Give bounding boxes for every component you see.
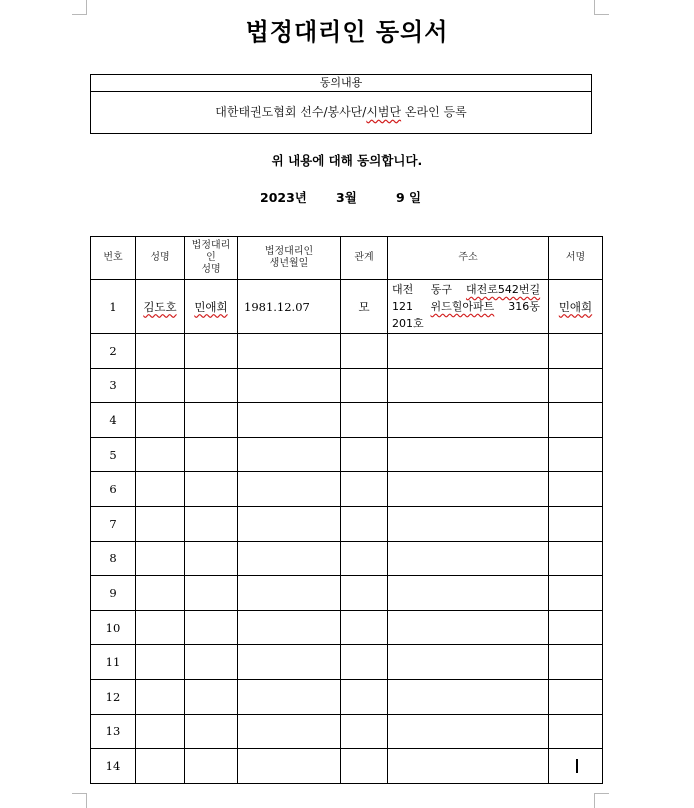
header-address: 주소	[388, 237, 549, 280]
student-name-cell[interactable]	[136, 368, 185, 403]
student-name-cell[interactable]	[136, 714, 185, 749]
relation-cell[interactable]	[341, 368, 388, 403]
row-number: 8	[91, 541, 136, 576]
guardian-birth-cell[interactable]	[238, 403, 341, 438]
student-name-cell[interactable]	[136, 576, 185, 611]
header-guardian-birth: 법정대리인 생년월일	[238, 237, 341, 280]
table-row	[91, 541, 603, 576]
table-row	[91, 506, 603, 541]
relation-cell[interactable]	[341, 472, 388, 507]
signature-cell[interactable]	[549, 541, 603, 576]
table-row	[91, 334, 603, 369]
row-number: 10	[91, 610, 136, 645]
row-number: 7	[91, 506, 136, 541]
student-name-cell[interactable]	[136, 610, 185, 645]
student-name-cell[interactable]	[136, 280, 185, 334]
address-cell[interactable]: 대전 동구 대전로542번길 121 위드힐아파트 316동 201호	[388, 280, 549, 334]
relation-cell[interactable]	[341, 437, 388, 472]
row-number: 5	[91, 437, 136, 472]
signature-cell[interactable]	[549, 645, 603, 680]
student-name-cell[interactable]	[136, 472, 185, 507]
table-row	[91, 403, 603, 438]
guardian-name-cell[interactable]	[185, 541, 238, 576]
signature-cell[interactable]	[549, 679, 603, 714]
guardian-birth-cell[interactable]	[238, 714, 341, 749]
guardian-birth-cell[interactable]	[238, 437, 341, 472]
student-name-cell[interactable]	[136, 541, 185, 576]
address-cell[interactable]	[388, 714, 549, 749]
student-name-cell[interactable]	[136, 679, 185, 714]
date-day[interactable]: 9 일	[396, 190, 422, 205]
guardian-birth-cell[interactable]	[238, 541, 341, 576]
guardian-name-cell[interactable]	[185, 403, 238, 438]
address-cell[interactable]	[388, 472, 549, 507]
guardian-name-cell[interactable]	[185, 334, 238, 369]
relation-cell[interactable]	[341, 714, 388, 749]
guardian-birth-cell[interactable]	[238, 506, 341, 541]
relation-cell[interactable]	[341, 403, 388, 438]
guardian-name-cell[interactable]	[185, 714, 238, 749]
page-corner-mark	[594, 793, 609, 808]
guardian-table	[90, 236, 603, 784]
guardian-birth-cell[interactable]	[238, 368, 341, 403]
date-month[interactable]: 3월	[336, 190, 357, 205]
student-name-cell[interactable]	[136, 403, 185, 438]
address-cell[interactable]	[388, 403, 549, 438]
student-name-cell[interactable]	[136, 645, 185, 680]
relation-cell[interactable]	[341, 679, 388, 714]
table-row	[91, 368, 603, 403]
guardian-name-cell[interactable]	[185, 437, 238, 472]
address-cell[interactable]	[388, 437, 549, 472]
guardian-name-cell[interactable]	[185, 679, 238, 714]
guardian-name-cell[interactable]	[185, 610, 238, 645]
table-row	[91, 645, 603, 680]
page-corner-mark	[72, 793, 87, 808]
student-name-cell[interactable]	[136, 437, 185, 472]
header-name: 성명	[136, 237, 185, 280]
table-row	[91, 472, 603, 507]
student-name-cell[interactable]	[136, 334, 185, 369]
guardian-birth-cell[interactable]	[238, 645, 341, 680]
relation-cell[interactable]	[341, 506, 388, 541]
header-relation: 관계	[341, 237, 388, 280]
address-cell[interactable]	[388, 749, 549, 784]
address-cell[interactable]	[388, 334, 549, 369]
guardian-birth-cell[interactable]	[238, 749, 341, 784]
address-cell[interactable]	[388, 610, 549, 645]
signature-cell[interactable]	[549, 472, 603, 507]
signature-cell[interactable]	[549, 576, 603, 611]
signature-cell[interactable]	[549, 610, 603, 645]
guardian-birth-cell[interactable]: 1981.12.07	[238, 280, 341, 334]
date-year[interactable]: 2023년	[260, 190, 307, 205]
relation-cell[interactable]	[341, 610, 388, 645]
student-name-cell[interactable]	[136, 749, 185, 784]
guardian-birth-cell[interactable]	[238, 334, 341, 369]
guardian-name-cell[interactable]	[185, 576, 238, 611]
table-header-row	[91, 237, 603, 280]
signature-cell[interactable]	[549, 368, 603, 403]
header-signature: 서명	[549, 237, 603, 280]
guardian-name-cell[interactable]	[185, 506, 238, 541]
row-number: 11	[91, 645, 136, 680]
table-row	[91, 280, 603, 334]
address-cell[interactable]	[388, 679, 549, 714]
guardian-name-cell[interactable]	[185, 472, 238, 507]
student-name: 김도호	[143, 299, 177, 314]
signature-cell[interactable]	[549, 334, 603, 369]
address-cell[interactable]	[388, 645, 549, 680]
table-row	[91, 749, 603, 784]
row-number: 6	[91, 472, 136, 507]
relation-cell[interactable]	[341, 749, 388, 784]
row-number: 2	[91, 334, 136, 369]
guardian-birth-cell[interactable]	[238, 610, 341, 645]
text-cursor	[576, 759, 578, 773]
row-number: 12	[91, 679, 136, 714]
address-cell[interactable]	[388, 576, 549, 611]
address-cell[interactable]	[388, 506, 549, 541]
signature-cell[interactable]	[549, 749, 603, 784]
relation-cell[interactable]	[341, 334, 388, 369]
relation-cell[interactable]	[341, 645, 388, 680]
guardian-birth-cell[interactable]	[238, 472, 341, 507]
address-cell[interactable]	[388, 541, 549, 576]
guardian-name-cell[interactable]	[185, 368, 238, 403]
relation-cell[interactable]	[341, 541, 388, 576]
row-number: 3	[91, 368, 136, 403]
row-number: 14	[91, 749, 136, 784]
address-cell[interactable]	[388, 368, 549, 403]
consent-header: 동의내용	[91, 75, 591, 92]
guardian-birth-cell[interactable]	[238, 679, 341, 714]
relation-cell[interactable]: 모	[341, 280, 388, 334]
guardian-name-cell[interactable]	[185, 749, 238, 784]
row-number: 4	[91, 403, 136, 438]
signature-cell[interactable]	[549, 280, 603, 334]
student-name-cell[interactable]	[136, 506, 185, 541]
table-row	[91, 714, 603, 749]
signature-cell[interactable]	[549, 403, 603, 438]
signature: 민애희	[558, 299, 593, 314]
header-guardian-name: 법정대리 인 성명	[185, 237, 238, 280]
consent-box	[90, 74, 592, 134]
consent-body[interactable]: 대한태권도협회 선수/봉사단/시범단 온라인 등록	[215, 105, 467, 119]
guardian-name-cell[interactable]	[185, 645, 238, 680]
relation-cell[interactable]	[341, 576, 388, 611]
table-row	[91, 679, 603, 714]
row-number: 1	[91, 280, 136, 334]
agree-statement: 위 내용에 대해 동의합니다.	[271, 153, 423, 168]
guardian-name-cell[interactable]	[185, 280, 238, 334]
table-row	[91, 610, 603, 645]
table-row	[91, 576, 603, 611]
signature-cell[interactable]	[549, 714, 603, 749]
guardian-birth-cell[interactable]	[238, 576, 341, 611]
row-number: 13	[91, 714, 136, 749]
signature-cell[interactable]	[549, 506, 603, 541]
guardian-name: 민애희	[194, 299, 228, 314]
row-number: 9	[91, 576, 136, 611]
document-title: 법정대리인 동의서	[245, 17, 449, 46]
signature-cell[interactable]	[549, 437, 603, 472]
table-row	[91, 437, 603, 472]
header-number: 번호	[91, 237, 136, 280]
